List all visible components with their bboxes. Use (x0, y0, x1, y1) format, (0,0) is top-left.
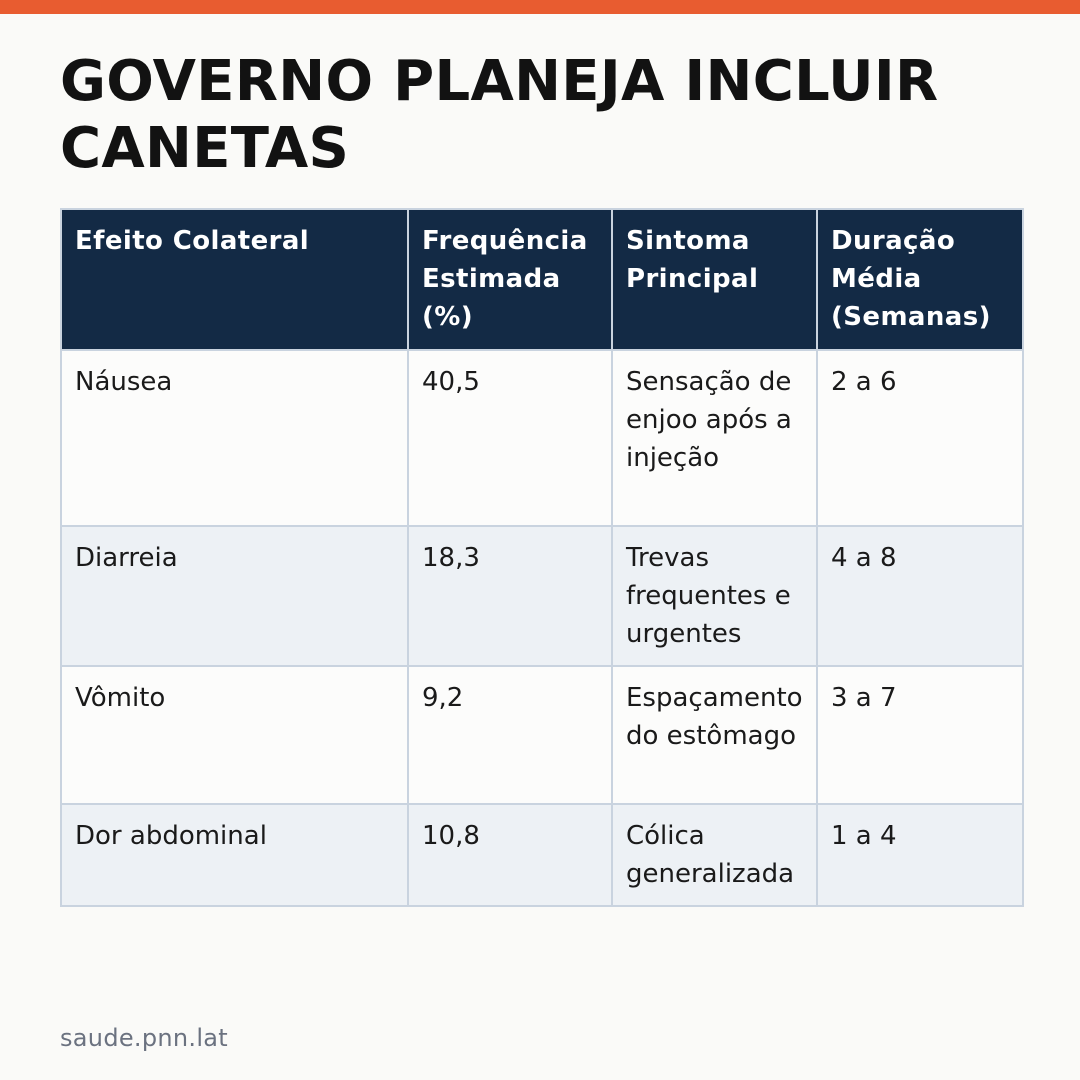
cell-frequency: 40,5 (408, 350, 612, 526)
table-row (61, 666, 1023, 804)
source-url: saude.pnn.lat (60, 1024, 229, 1052)
cell-symptom: Espaçamento do estômago (612, 666, 817, 804)
header-effect: Efeito Colateral (61, 209, 408, 350)
headline: GOVERNO PLANEJA INCLUIR CANETAS (60, 49, 939, 181)
cell-frequency: 10,8 (408, 804, 612, 906)
table-row (61, 350, 1023, 526)
header-frequency: Frequência Estimada (%) (408, 209, 612, 350)
cell-symptom: Trevas frequentes e urgentes (612, 526, 817, 666)
table-header-row (61, 209, 1023, 350)
cell-frequency: 18,3 (408, 526, 612, 666)
cell-effect: Vômito (61, 666, 408, 804)
table-row (61, 526, 1023, 666)
cell-duration: 4 a 8 (817, 526, 1023, 666)
header-symptom: Sintoma Principal (612, 209, 817, 350)
cell-effect: Náusea (61, 350, 408, 526)
cell-duration: 2 a 6 (817, 350, 1023, 526)
cell-frequency: 9,2 (408, 666, 612, 804)
cell-duration: 1 a 4 (817, 804, 1023, 906)
header-duration: Duração Média (Semanas) (817, 209, 1023, 350)
cell-symptom: Cólica generalizada (612, 804, 817, 906)
cell-effect: Diarreia (61, 526, 408, 666)
cell-symptom: Sensação de enjoo após a injeção (612, 350, 817, 526)
accent-top-bar (0, 0, 1080, 14)
table-row (61, 804, 1023, 906)
cell-duration: 3 a 7 (817, 666, 1023, 804)
side-effects-table (60, 208, 1024, 907)
cell-effect: Dor abdominal (61, 804, 408, 906)
